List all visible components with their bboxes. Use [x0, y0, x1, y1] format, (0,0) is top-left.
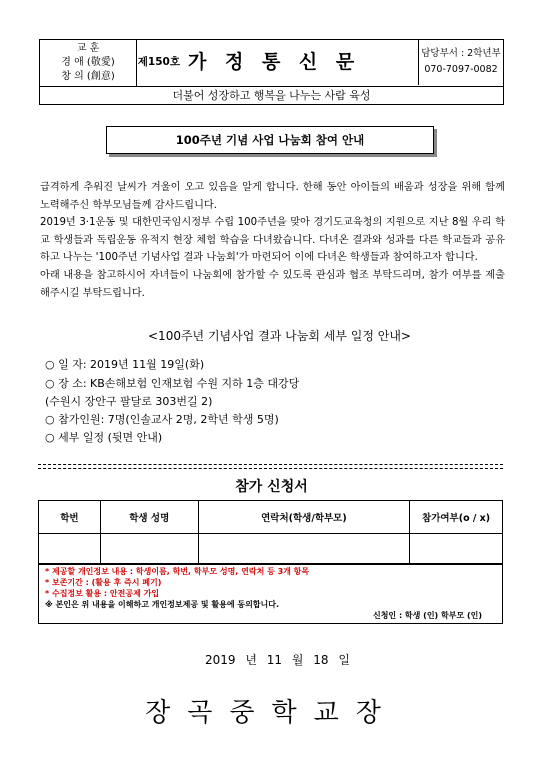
body-paragraph: 2019년 3·1운동 및 대한민국임시정부 수립 100주년을 맞아 경기도교육청의 지원으로 지난 8월 우리 학교 학생들과 독립운동 유적지 현장 체험 학습을 다녀왔습니다. 다녀온 결과와 성과를 다른 학교들과 공유하고 나누는 '100주년 기념사업 결과 나눔회'가 마련되어 이에 다녀온 학생들과 참여하고자 합니다. — [40, 217, 505, 263]
school-principal: 장곡중학교장 — [145, 698, 398, 728]
consent-line: * 수집정보 활용 : 안전공제 가입 — [45, 589, 160, 598]
school-motto — [40, 40, 137, 87]
application-table — [38, 500, 503, 565]
signature-line: 신청인 : 학생 (인) 학부모 (인) — [372, 611, 482, 620]
application-title: 참가 신청서 — [235, 479, 308, 495]
motto-line: 경 애 (敬愛) — [61, 57, 115, 68]
column-header: 학번 — [39, 501, 101, 534]
contact-info — [418, 40, 503, 85]
column-header: 연락처(학생/학부모) — [198, 501, 410, 534]
notice-title: 100주년 기념 사업 나눔회 참여 안내 — [106, 126, 434, 154]
student-name-cell[interactable] — [100, 534, 198, 565]
column-header: 참가여부(o / x) — [410, 501, 503, 534]
cut-line — [38, 464, 503, 469]
schedule-item: ○ 세부 일정 (뒷면 안내) — [45, 431, 163, 444]
schedule-item: (수원시 장안구 팔달로 303번길 2) — [45, 395, 213, 408]
contact-cell[interactable] — [198, 534, 410, 565]
phone: 070-7097-0082 — [424, 64, 498, 75]
table-header-row — [39, 501, 503, 534]
schedule-item: ○ 참가인원: 7명(인솔교사 2명, 2학년 학생 5명) — [45, 413, 279, 426]
department: 담당부서 : 2학년부 — [421, 48, 501, 59]
slogan: 더불어 성장하고 행복을 나누는 사람 육성 — [40, 86, 503, 105]
schedule-item: ○ 장 소: KB손해보험 인재보험 수원 지하 1층 대강당 — [45, 377, 300, 390]
consent-line: * 보존기간 : (활용 후 즉시 폐기) — [45, 578, 162, 587]
consent-line: * 제공할 개인정보 내용 : 학생이름, 학번, 학부모 성명, 연락처 등 3개 항목 — [45, 567, 310, 576]
column-header: 학생 성명 — [100, 501, 198, 534]
privacy-consent — [38, 563, 503, 624]
schedule-item: ○ 일 자: 2019년 11월 19일(화) — [45, 358, 205, 371]
consent-agreement: ※ 본인은 위 내용을 이해하고 개인정보제공 및 활용에 동의합니다. — [45, 600, 280, 609]
newsletter-header — [39, 39, 504, 105]
body-paragraph: 아래 내용을 참고하시어 자녀들이 나눔회에 참가할 수 있도록 관심과 협조 부탁드리며, 참가 여부를 제출해주시길 부탁드립니다. — [40, 270, 505, 299]
schedule-title: <100주년 기념사업 결과 나눔회 세부 일정 안내> — [148, 329, 411, 343]
newsletter-title: 가 정 통 신 문 — [188, 51, 361, 73]
table-row — [39, 534, 503, 565]
student-id-cell[interactable] — [39, 534, 101, 565]
issue-number: 제150호 — [137, 56, 180, 68]
body-paragraph: 급격하게 추워진 날씨가 겨울이 오고 있음을 알게 합니다. 한해 동안 아이들의 배움과 성장을 위해 함께 노력해주신 학부모님들께 감사드립니다. — [40, 182, 505, 211]
motto-line: 창 의 (創意) — [61, 71, 115, 82]
participation-cell[interactable] — [410, 534, 503, 565]
document-date: 2019 년 11 월 18 일 — [205, 653, 350, 667]
motto-line: 교 훈 — [76, 43, 100, 54]
